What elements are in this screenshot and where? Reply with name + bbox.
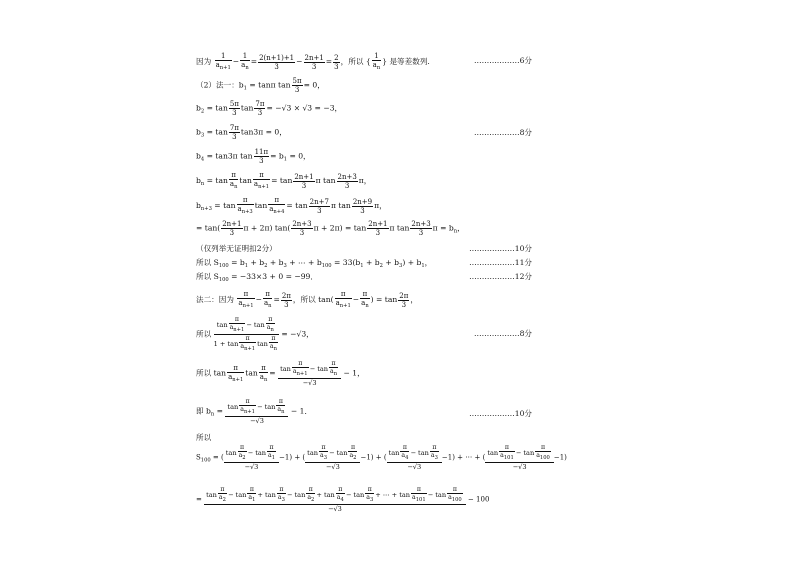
line-sum-expr: 所以 $S_{100} = b_1 + b_2 + b_3$ + ⋯ + $b_{100} = 33(b_1 + b_2 + b_3) + b_1$， (196, 258, 433, 269)
line-b4: $b_4 = \tan 3\pi$ tan $\frac{11\pi}{3}$ = $b_1 = 0$， (196, 148, 311, 165)
line-tan-product: 所以 tan $\frac{\pi}{a_{n+1}}$ tan $\frac{\pi}{a_n}$ = tan $\frac{\pi}{a_{n+1}}$ − tan $\frac{\pi}{a_n}$ −√3 − 1， (196, 360, 365, 387)
line-b1: （2）法一：$b_1 = \tan\pi$ tan $\frac{5\pi}{3}$ = 0， (196, 77, 325, 94)
score-10b: ………………10分 (469, 409, 532, 418)
line-arithmetic-sequence: 因为 $\frac{1}{a_{n+1}}$ − $\frac{1}{a_n}$ = $\frac{2(n+1)+1}{3}$ − $\frac{2n+1}{3}$ = $\frac{2}{3}$ ，所以 { $\frac{1}{a_n}$ } 是等差数列. (196, 52, 430, 71)
line-b2: $b_2 = \tan$ $\frac{5\pi}{3}$ tan $\frac{7\pi}{3}$ = −√3 × √3 = −3， (196, 100, 343, 117)
score-8b: ………………8分 (474, 329, 532, 338)
line-periodic: = tan( $\frac{2n+1}{3}$ π + 2π) tan( $\frac{2n+3}{3}$ π + 2π) = tan $\frac{2n+1}{3}$ π tan $\frac{2n+3}{3}$ $\pi = b_n$， (196, 220, 465, 237)
line-s100-terms: $S_{100}$ = ( tan $\frac{\pi}{a_2}$ − tan $\frac{\pi}{a_1}$ −√3 −1) + ( tan $\frac{\pi}{a_3}$ − tan $\frac{\pi}{a_2}$ −√3 −1) + ( tan $\frac{\pi}{a_4}$ − tan $\frac{\pi}{a_3}$ −√3 −1) + ⋯ + ( tan $\frac{\pi}{a_{101}}$ − tan $\frac{\pi}{a_{100}}$ −√3 −1) (196, 444, 567, 471)
line-bn3: $b_{n+3} = \tan$ $\frac{\pi}{a_{n+3}}$ tan $\frac{\pi}{a_{n+4}}$ = tan $\frac{2n+7}{3}$ π tan $\frac{2n+9}{3}$ π， (196, 196, 387, 215)
line-s100-telescope: = tan $\frac{\pi}{a_2}$ − tan $\frac{\pi}{a_1}$ + tan $\frac{\pi}{a_3}$ − tan $\frac{\pi}{a_2}$ + tan $\frac{\pi}{a_4}$ − tan $\frac{\pi}{a_3}$ + ⋯ + tan $\frac{\pi}{a_{101}}$ − tan $\frac{\pi}{a_{100}}$ −√3 − 100 (196, 486, 490, 513)
score-6: ………………6分 (474, 56, 532, 65)
line-sum-value: 所以 $S_{100} = -33\times 3 + 0 = -99$． (196, 272, 318, 283)
score-12: ………………12分 (469, 272, 532, 281)
line-bn: $b_n = \tan$ $\frac{\pi}{a_n}$ tan $\frac{\pi}{a_{n+1}}$ = tan $\frac{2n+1}{3}$ π tan $\frac{2n+3}{3}$ π， (196, 171, 372, 190)
line-note: （仅列举无证明扣2分） (196, 244, 277, 253)
line-therefore: 所以 (196, 433, 212, 442)
score-8: ………………8分 (474, 128, 532, 137)
line-b3: $b_3 = \tan$ $\frac{7\pi}{3}$ tan3π = 0， (196, 124, 287, 141)
score-10: ………………10分 (469, 244, 532, 253)
line-bn-formula: 即 $b_n$ = tan $\frac{\pi}{a_{n+1}}$ − tan $\frac{\pi}{a_n}$ −√3 − 1． (196, 398, 313, 425)
score-11: ………………11分 (469, 258, 532, 267)
line-method2: 法二：因为 $\frac{\pi}{a_{n+1}}$ − $\frac{\pi}{a_n}$ = $\frac{2\pi}{3}$ ，所以 tan( $\frac{\pi}{a_{n+1}}$ − $\frac{\pi}{a_n}$ ) = tan $\frac{2\pi}{3}$ ， (196, 290, 418, 309)
line-tan-diff: 所以 tan $\frac{\pi}{a_{n+1}}$ − tan $\frac{\pi}{a_n}$ 1 + tan $\frac{\pi}{a_{n+1}}$ tan $\frac{\pi}{a_n}$ = −√3， (196, 316, 314, 352)
